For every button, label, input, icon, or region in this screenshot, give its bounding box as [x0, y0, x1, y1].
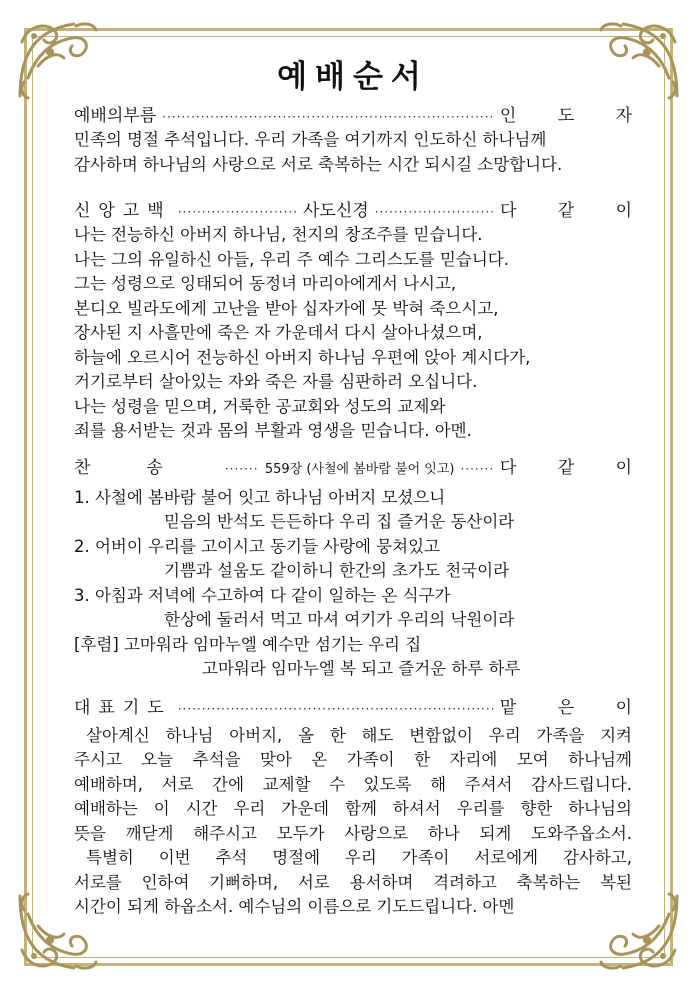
hymn-line: 고마워라 임마누엘 복 되고 즐거운 하루 하루 [202, 659, 521, 678]
leader-dots [460, 457, 493, 481]
leader-dots [225, 457, 259, 481]
hymn-line: 1. 사철에 봄바람 불어 잇고 하나님 아버지 모셨으니 [74, 487, 446, 507]
page-title: 예배순서 [277, 59, 429, 95]
hymn-line: 3. 아침과 저녁에 수고하여 다 같이 일하는 온 식구가 [74, 585, 451, 605]
leader-dots [178, 200, 297, 224]
creed-line: 하늘에 오르시어 전능하신 아버지 하나님 우편에 앉아 계시다가, [74, 347, 531, 367]
hymn-line: 2. 어버이 우리를 고이시고 동기들 사랑에 뭉쳐있고 [74, 536, 440, 556]
hymn-line: 기쁨과 설움도 같이하니 한간의 초가도 천국이라 [164, 561, 510, 580]
prayer-line: 뜻을 깨닫게 해주시고 모두가 사랑으로 하나 되게 도와주옵소서. [74, 823, 632, 843]
creed-line: 본디오 빌라도에게 고난을 받아 십자가에 못 박혀 죽으시고, [74, 298, 499, 318]
section-leader: 다 같 이 [499, 457, 650, 478]
section-title: 559장 (사철에 봄바람 불어 잇고) [264, 461, 455, 477]
section-leader: 다 같 이 [499, 201, 651, 221]
section-leader: 맡 은 이 [499, 697, 650, 718]
hymn-line: 믿음의 반석도 든든하다 우리 집 즐거운 동산이라 [164, 512, 515, 531]
section-call-header [74, 104, 650, 128]
section-label: 예배의부름 [74, 106, 157, 126]
prayer-line: 예배하며, 서로 간에 교제할 수 있도록 해 주셔서 감사드립니다. [74, 774, 632, 794]
prayer-line: 서로를 인하여 기뻐하며, 서로 용서하며 격려하고 축복하는 복된 [74, 872, 632, 892]
call-line: 감사하며 하나님의 사랑으로 서로 축복하는 시간 되시길 소망합니다. [74, 154, 563, 174]
creed-line: 거기로부터 살아있는 자와 죽은 자를 심판하러 오십니다. [74, 372, 478, 391]
prayer-line: 시간이 되게 하옵소서. 예수님의 이름으로 기도드립니다. 아멘 [74, 897, 515, 916]
prayer-line: 예배하는 이 시간 우리 가운데 함께 하셔서 우리를 향한 하나님의 [74, 799, 632, 818]
creed-line: 장사된 지 사흘만에 죽은 자 가운데서 다시 살아나셨으며, [74, 323, 483, 342]
creed-line: 죄를 용서받는 것과 몸의 부활과 영생을 믿습니다. 아멘. [74, 421, 472, 440]
call-line: 민족의 명절 추석입니다. 우리 가족을 여기까지 인도하신 하나님께 [74, 130, 547, 149]
section-leader: 인 도 자 [499, 106, 650, 126]
section-label: 신앙고백 [74, 201, 172, 221]
creed-line: 나는 그의 유일하신 아들, 우리 주 예수 그리스도를 믿습니다. [74, 249, 509, 269]
section-label: 대표기도 [74, 697, 172, 718]
section-prayer-header [74, 696, 650, 720]
creed-line: 나는 전능하신 아버지 하나님, 천지의 창조주를 믿습니다. [74, 225, 483, 244]
prayer-line: 특별히 이번 추석 명절에 우리 가족이 서로에게 감사하고, [86, 848, 632, 867]
section-title: 사도신경 [302, 201, 369, 221]
leader-dots [178, 697, 494, 721]
section-label: 찬송 [74, 457, 219, 478]
hymn-line: [후렴] 고마워라 임마누엘 예수만 섬기는 우리 집 [74, 634, 422, 654]
leader-dots [375, 200, 494, 224]
prayer-line: 살아계신 하나님 아버지, 올 한 해도 변함없이 우리 가족을 지켜 [86, 725, 632, 745]
creed-line: 그는 성령으로 잉태되어 동정녀 마리아에게서 나시고, [74, 274, 457, 293]
section-hymn-header [74, 456, 650, 480]
leader-dots [162, 105, 494, 129]
prayer-line: 주시고 오늘 추석을 맞아 온 가족이 한 자리에 모여 하나님께 [74, 750, 632, 769]
worship-order [74, 52, 651, 920]
creed-line: 나는 성령을 믿으며, 거룩한 공교회와 성도의 교제와 [74, 396, 446, 416]
hymn-line: 한상에 둘러서 먹고 마셔 여기가 우리의 낙원이라 [164, 610, 515, 629]
section-creed-header [74, 199, 651, 223]
